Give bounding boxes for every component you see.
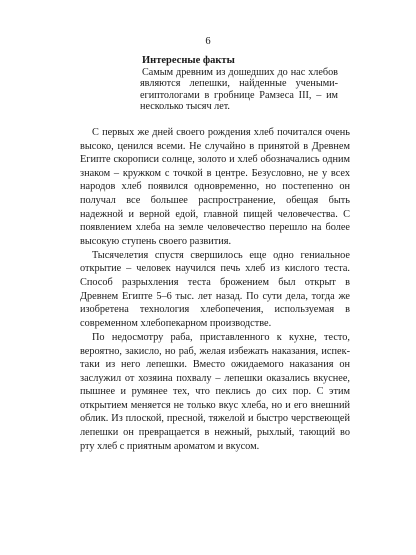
paragraph: По недосмотру раба, приставленного к кухне, тесто, вероятно, закисло, но раб, желая избежать наказания, испек-таки из него лепешки. Вместо ожидаемого наказания он заслужил от хозяина похвалу – лепешки оказались вкуснее, пышнее и румянее тех, что пеклись до сих пор. С этим открытием меняется не только вкус хлеба, но и его внешний облик. Из плоской, пресной, тяжелой и быстро черствеющей лепешки он превращается в нежный, рыхлый, тающий во рту хлеб с приятным ароматом и вкусом. <box>80 331 350 452</box>
facts-text: Самым древним из дошедших до нас хлебов являются лепешки, найденные учеными-египтологами в гробнице Рамзеса III, – им несколько тысяч лет. <box>140 66 338 113</box>
interesting-facts-box <box>140 55 338 113</box>
main-text <box>80 126 350 454</box>
facts-title: Интересные факты <box>142 55 235 66</box>
page-number: 6 <box>205 36 211 47</box>
paragraph: С первых же дней своего рождения хлеб почитался очень высоко, ценился всеми. Не случайно в принятой в Древнем Египте скорописи солнце, золото и хлеб обозначались одним знаком – кружком с точкой в центре. Безусловно, не у всех народов хлеб появился одновременно, но постепенно он получал все большее распространение, обещая быть надежной и верной едой, главной пищей человечества. С появлением хлеба на земле человечество перешло на более высокую ступень своего развития. <box>80 127 350 247</box>
paragraph: Тысячелетия спустя свершилось еще одно гениальное открытие – человек научился печь хлеб из кислого теста. Способ разрыхления теста брожением был открыт в Древнем Египте 5–6 тыс. лет назад. По сути дела, тогда же изобретена технология хлебопечения, используемая в современном хлебопекарном производстве. <box>80 249 350 329</box>
